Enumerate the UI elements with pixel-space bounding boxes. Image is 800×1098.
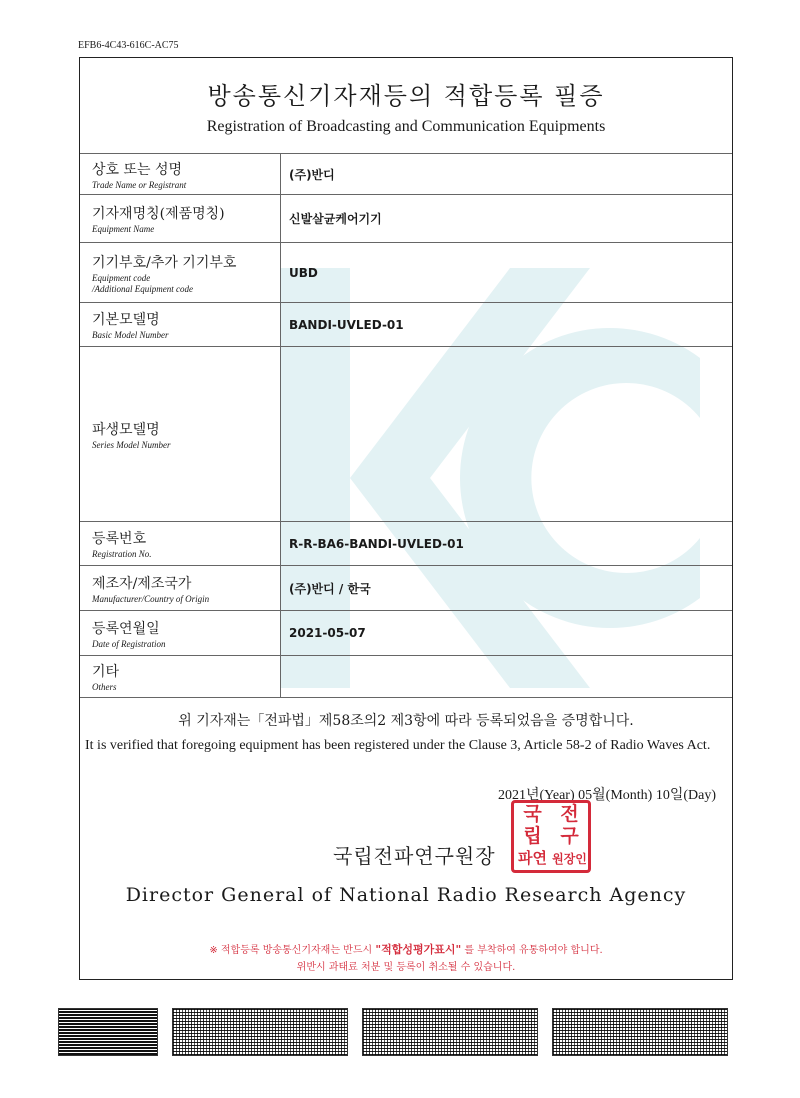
notice-emphasis: "적합성평가표시"	[375, 943, 462, 956]
field-value-equipment-name: 신발살균케어기기	[281, 195, 733, 243]
field-label-en: Manufacturer/Country of Origin	[92, 593, 210, 604]
field-label-en: Basic Model Number	[92, 330, 169, 340]
field-label-en: Series Model Number	[92, 439, 171, 450]
field-label-ko: 기타	[92, 664, 120, 680]
registration-table	[80, 153, 732, 698]
field-label-en-2: /Additional Equipment code	[92, 283, 193, 294]
seal-char: 구	[560, 824, 579, 847]
field-label-ko: 기기부호/추가 기기부호	[92, 254, 237, 271]
notice	[80, 941, 732, 976]
table-row	[80, 522, 732, 566]
table-row	[80, 154, 732, 195]
field-value-others	[281, 656, 733, 698]
seal-char: 전	[560, 802, 579, 825]
certification-text-en: It is verified that foregoing equipment has been registered under the Clause 3, Article 58-2 of Radio Waves Act.	[85, 738, 711, 753]
table-row	[80, 347, 732, 522]
field-value-registration-date: 2021-05-07	[281, 611, 733, 656]
field-label-ko: 등록번호	[92, 531, 147, 547]
field-label-ko: 제조자/제조국가	[92, 575, 192, 592]
title-korean: 방송통신기자재등의 적합등록 필증	[207, 82, 605, 110]
notice-text: 를 부착하여 유통하여야 합니다.	[464, 945, 603, 956]
field-label-ko: 상호 또는 성명	[92, 161, 183, 178]
table-row	[80, 303, 732, 347]
issuer-english: Director General of National Radio Research Agency	[125, 884, 687, 906]
field-value-registration-no: R-R-BA6-BANDI-UVLED-01	[281, 522, 733, 566]
title-english: Registration of Broadcasting and Communication Equipments	[206, 118, 606, 135]
field-label-en: Date of Registration	[92, 638, 166, 649]
seal-char: 원장인	[552, 851, 587, 866]
notice-text: ※ 적합등록 방송통신기자재는 반드시	[209, 945, 373, 956]
field-label-en: Registration No.	[92, 549, 152, 559]
field-label-en: Others	[92, 682, 117, 692]
field-value-trade-name: (주)반디	[281, 154, 733, 195]
field-label-ko: 파생모델명	[92, 421, 160, 438]
table-row	[80, 195, 732, 243]
document-id: EFB6-4C43-616C-AC75	[78, 40, 179, 51]
notice-line-2: 위반시 과태료 처분 및 등록이 취소될 수 있습니다.	[296, 962, 516, 973]
table-row	[80, 656, 732, 698]
notice-line-1	[80, 941, 732, 959]
seal-char: 립	[523, 824, 542, 847]
table-row	[80, 611, 732, 656]
official-seal	[511, 800, 591, 873]
issue-date: 2021년(Year) 05월(Month) 10일(Day)	[497, 788, 716, 803]
issuer-korean: 국립전파연구원장	[333, 844, 496, 868]
field-label-en: Equipment code	[92, 272, 151, 283]
field-label-ko: 기자재명칭(제품명칭)	[92, 206, 225, 222]
barcode-icon	[362, 1008, 538, 1056]
field-value-series-model	[281, 347, 733, 522]
field-label-en: Trade Name or Registrant	[92, 179, 187, 190]
field-label-ko: 기본모델명	[92, 312, 160, 328]
seal-char: 국	[523, 802, 542, 825]
barcode-icon	[552, 1008, 728, 1056]
field-label-en: Equipment Name	[92, 224, 155, 234]
field-label-ko: 등록연월일	[92, 620, 160, 637]
table-row	[80, 243, 732, 303]
field-value-basic-model: BANDI-UVLED-01	[281, 303, 733, 347]
seal-char: 파연	[518, 849, 547, 868]
field-value-equipment-code: UBD	[281, 243, 733, 303]
barcode-icon	[172, 1008, 348, 1056]
table-row	[80, 566, 732, 611]
certification-text-ko: 위 기자재는「전파법」제58조의2 제3항에 따라 등록되었음을 증명합니다.	[178, 713, 634, 729]
barcode-icon	[58, 1008, 158, 1056]
field-value-manufacturer: (주)반디 / 한국	[281, 566, 733, 611]
barcode-strip	[58, 1008, 738, 1056]
certificate-frame	[79, 57, 733, 980]
